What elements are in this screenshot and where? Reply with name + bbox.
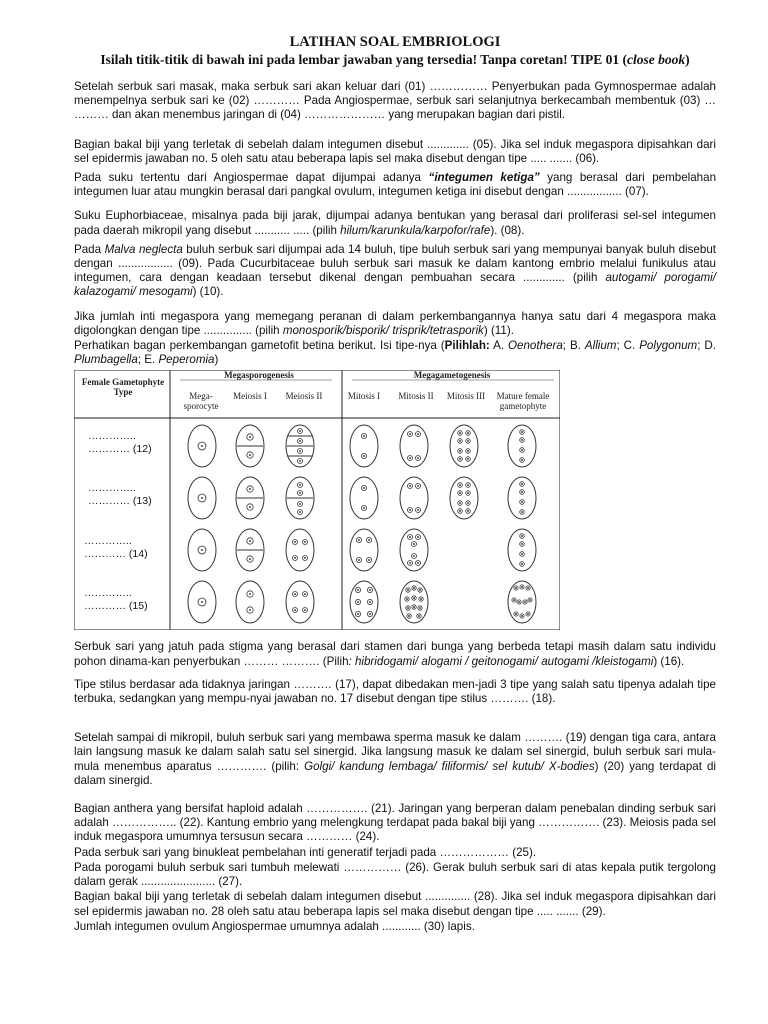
page-subtitle: Isilah titik-titik di bawah ini pada lembar jawaban yang tersedia! Tanpa coretan! TIPE 01 (close book) (100, 52, 690, 67)
question-17-18: Tipe stilus berdasar ada tidaknya jaringan ………. (17), dapat dibedakan men-jadi 3 tipe yang salah satu tipenya adalah tipe terbuka, sedangkan yang mempu-nyai jawaban no. 17 disebut dengan tipe stilus ………. (18). (74, 677, 716, 706)
row-14-answer: ………… (14) (84, 548, 148, 561)
gametophyte-diagram (74, 370, 560, 630)
header-megasporogenesis: Megasporogenesis (224, 370, 294, 381)
question-11: Jika jumlah inti megaspora yang memegang peranan di dalam perkembangannya hanya satu dari 4 megaspora maka digolongkan dengan tipe ............... (pilih monosporik/bisporik/ trisprik/tetrasporik) (11). (74, 309, 716, 337)
question-19-20: Setelah sampai di mikropil, buluh serbuk sari yang membawa sperma masuk ke dalam ………. (19) dengan tiga cara, antara lain langsung masuk ke dalam salah satu sel sinergid. Jika langsung masuk ke dalam sel sinergid, buluh serbuk sari mula-mula menembus aparatus …………. (pilih: Golgi/ kandung lembaga/ filiformis/ sel kutub/ X-bodies) (20) yang terdapat di dalam sinergid. (74, 731, 716, 787)
header-female-gametophyte: Female Gametophyte Type (81, 377, 165, 397)
page-title: LATIHAN SOAL EMBRIOLOGI (289, 34, 501, 50)
row-14-dots: ………….. (84, 535, 132, 548)
col-meiosis-2: Meiosis II (285, 391, 323, 402)
col-meiosis-1: Meiosis I (233, 391, 267, 402)
row-13-answer: ………… (13) (88, 495, 152, 508)
col-megasporocyte: Mega-sporocyte (183, 391, 219, 411)
row-12-answer: ………… (12) (88, 443, 152, 456)
document-page (74, 30, 716, 939)
row-12-dots: ………….. (88, 430, 136, 443)
col-mitosis-1: Mitosis I (347, 391, 381, 402)
header-megagametogenesis: Megagametogenesis (413, 370, 491, 381)
row-15-answer: ………… (15) (84, 600, 148, 613)
question-21-24: Bagian anthera yang bersifat haploid adalah ……………. (21). Jaringan yang berperan dalam penebalan dinding serbuk sari adalah …………….. (22). Kantung embrio yang melengkung terdapat pada bakal biji yang ……………. (23). Meiosis pada sel induk megaspora umumnya tersusun secara ………… (24). (74, 802, 716, 844)
question-09-10: Pada Malva neglecta buluh serbuk sari dijumpai ada 14 buluh, tipe buluh serbuk sari yang mempunyai banyak buluh disebut dengan ................. (09). Pada Cucurbitaceae buluh serbuk sari masuk ke dalam kantong embrio melalui funikulus atau integumen, cara dengan keadaan tersebut dikenal dengan pembuahan secara ............. (pilih autogami/ porogami/ kalazogami/ mesogami) (10). (74, 242, 716, 299)
question-16: Serbuk sari yang jatuh pada stigma yang berasal dari stamen dari bunga yang berbeda tetapi masih dalam satu individu pohon dinama-kan penyerbukan ……… ………. (Pilih: hibridogami/ alogami / geitonogami/ autogami /kleistogami) (16). (74, 640, 716, 668)
question-25: Pada serbuk sari yang binukleat pembelahan inti generatif terjadi pada ……………… (25). (74, 845, 537, 859)
question-12-15-instruction: Perhatikan bagan perkembangan gametofit betina berikut. Isi tipe-nya (Pilihlah: A. Oenothera; B. Allium; C. Polygonum; D. Plumbagella; E. Peperomia) (74, 339, 716, 367)
question-30: Jumlah integumen ovulum Angiospermae umumnya adalah ............ (30) lapis. (74, 919, 475, 933)
question-01-04: Setelah serbuk sari masak, maka serbuk sari akan keluar dari (01) …………… Penyerbukan pada Gymnospermae adalah menempelnya serbuk sari ke (02) ………… Pada Angiospermae, serbuk sari selanjutnya berkecambah membentuk (03) … ……… dan akan menembus jaringan di (04) ………………… yang merupakan bagian dari pistil. (74, 80, 716, 122)
row-15-dots: ………….. (84, 587, 132, 600)
col-mitosis-3: Mitosis III (446, 391, 486, 402)
question-08: Suku Euphorbiaceae, misalnya pada biji jarak, dijumpai adanya bentukan yang berasal dari proliferasi sel-sel integumen pada daerah mikropil yang disebut ........... ..... (pilih hilum/karunkula/karpofor/rafe). (08). (74, 209, 716, 237)
question-26-27: Pada porogami buluh serbuk sari tumbuh melewati …………… (26). Gerak buluh serbuk sari di atas kepala putik tergolong dalam gerak ....................... (27). (74, 860, 716, 889)
question-28-29: Bagian bakal biji yang terletak di sebelah dalam integumen disebut .............. (28). Jika sel induk megaspora dipisahkan dari sel epidermis jawaban no. 28 oleh satu atau beberapa lapis sel maka disebut dengan tipe ..... ....... (29). (74, 890, 716, 918)
col-mitosis-2: Mitosis II (398, 391, 434, 402)
col-mature-gametophyte: Mature female gametophyte (496, 391, 550, 411)
question-07: Pada suku tertentu dari Angiospermae dapat dijumpai adanya “integumen ketiga” yang berasal dari pembelahan integumen luar atau mungkin berasal dari pangkal ovulum, integumen ketiga ini disebut dengan ................. (07). (74, 171, 717, 199)
row-13-dots: ………….. (88, 482, 136, 495)
question-05-06: Bagian bakal biji yang terletak di sebelah dalam integumen disebut ............. (05). Jika sel induk megaspora dipisahkan dari sel epidermis jawaban no. 5 oleh satu atau beberapa lapis sel maka disebut dengan tipe ..... ....... (06). (74, 137, 716, 165)
